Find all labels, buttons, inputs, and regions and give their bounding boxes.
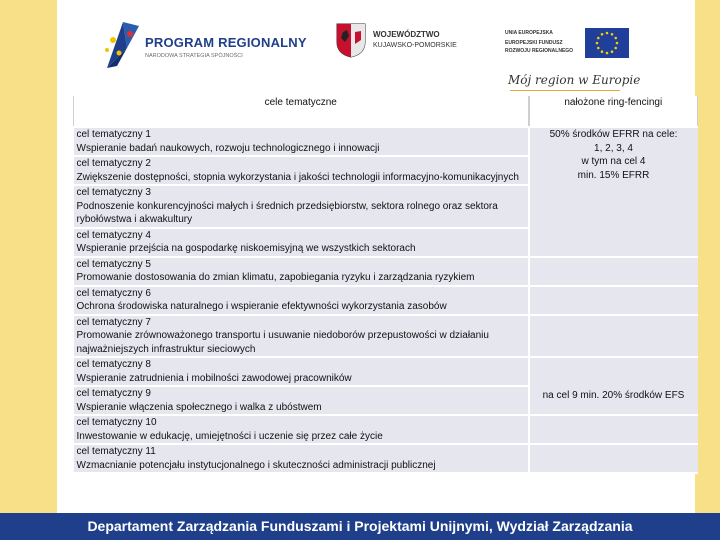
table-header-row — [74, 96, 698, 127]
goal-number: cel tematyczny 5 — [76, 258, 151, 270]
ring-fence-efrr-line1: 50% środków EFRR na cele: — [549, 129, 678, 140]
eu-flag-icon — [585, 28, 629, 58]
goal-cell — [74, 357, 529, 386]
ring-fence-empty-cell — [529, 415, 698, 444]
ring-fence-efrr-line2: 1, 2, 3, 4 — [594, 142, 633, 154]
goal-cell — [74, 415, 529, 444]
table-row — [74, 257, 698, 286]
voivodeship-line1: WOJEWÓDZTWO — [373, 30, 440, 39]
voivodeship-logo — [335, 22, 475, 62]
goal-description: Zwiększenie dostępności, stopnia wykorzystania i jakości technologii informacyjno-komunikacyjnych — [76, 171, 519, 183]
table-row — [74, 415, 698, 444]
ring-fence-efrr-cell — [529, 127, 698, 257]
goal-description: Podnoszenie konkurencyjności małych i średnich przedsiębiorstw, sektora rolnego oraz sektora rybołówstwa i akwakultury — [76, 200, 498, 225]
goal-description: Wspieranie zatrudnienia i mobilności zawodowej pracowników — [76, 372, 352, 384]
goal-number: cel tematyczny 9 — [76, 388, 151, 399]
ring-fence-empty-cell — [529, 444, 698, 473]
goal-description: Wspieranie przejścia na gospodarkę niskoemisyjną we wszystkich sektorach — [76, 243, 416, 254]
eu-logo — [505, 25, 630, 63]
goal-cell — [74, 315, 529, 358]
goal-cell — [74, 386, 529, 415]
goal-number: cel tematyczny 4 — [76, 229, 151, 241]
goal-number: cel tematyczny 1 — [76, 129, 151, 140]
goal-cell — [74, 127, 529, 156]
goal-description: Inwestowanie w edukację, umiejętności i uczenie się przez całe życie — [76, 430, 383, 442]
table-row — [74, 127, 698, 156]
goal-number: cel tematyczny 6 — [76, 287, 151, 299]
goal-cell — [74, 286, 529, 315]
thematic-goals-table — [73, 96, 698, 474]
program-subtitle: NARODOWA STRATEGIA SPÓJNOŚCI — [145, 53, 243, 59]
program-logo-icon — [103, 18, 143, 72]
goal-description: Wzmacnianie potencjału instytucjonalnego i skuteczności administracji publicznej — [76, 459, 436, 471]
footer-banner: Departament Zarządzania Funduszami i Projektami Unijnymi, Wydział Zarządzania — [0, 513, 720, 540]
motto: Mój region w Europie — [508, 73, 641, 87]
voivodeship-line2: KUJAWSKO-POMORSKIE — [373, 42, 457, 49]
goal-description: Promowanie dostosowania do zmian klimatu, zapobiegania ryzyku i zarządzania ryzykiem — [76, 272, 475, 283]
ring-fence-empty-cell — [529, 315, 698, 358]
table-row — [74, 286, 698, 315]
goal-cell — [74, 444, 529, 473]
column-header-goals: cele tematyczne — [74, 96, 529, 127]
goal-description: Promowanie zrównoważonego transportu i usuwanie niedoborów przepustowości w działaniu najważniejszych infrastruktur sieciowych — [76, 330, 489, 355]
ring-fence-efrr-line4: min. 15% EFRR — [577, 169, 650, 181]
table-row — [74, 357, 698, 386]
goal-number: cel tematyczny 11 — [76, 446, 156, 457]
goal-description: Wspieranie badań naukowych, rozwoju technologicznego i innowacji — [76, 142, 380, 154]
ring-fence-empty-cell — [529, 286, 698, 315]
goal-description: Ochrona środowiska naturalnego i wspieranie efektywności wykorzystania zasobów — [76, 301, 447, 312]
coat-of-arms-icon — [335, 22, 367, 58]
goal-cell — [74, 156, 529, 185]
table-row — [74, 315, 698, 358]
goal-number: cel tematyczny 2 — [76, 158, 151, 169]
goal-number: cel tematyczny 7 — [76, 316, 151, 328]
goal-cell — [74, 185, 529, 228]
column-header-ring-fencing: nałożone ring-fencingi — [529, 96, 698, 127]
program-title: PROGRAM REGIONALNY — [145, 35, 307, 50]
goal-cell — [74, 228, 529, 257]
left-decor-stripe — [0, 0, 57, 513]
table-row — [74, 444, 698, 473]
ring-fence-efs-text: na cel 9 min. 20% środków EFS — [542, 389, 685, 401]
ring-fence-empty-cell — [529, 257, 698, 286]
program-regionalny-logo — [103, 18, 307, 72]
right-decor-stripe — [695, 0, 720, 513]
ring-fence-efrr-line3: w tym na cel 4 — [581, 156, 646, 167]
goal-number: cel tematyczny 8 — [76, 359, 151, 370]
goal-description: Wspieranie włączenia społecznego i walka z ubóstwem — [76, 401, 322, 413]
motto-underline — [510, 90, 620, 91]
ring-fence-efs-cell — [529, 357, 698, 415]
eu-line3: ROZWOJU REGIONALNEGO — [505, 48, 574, 54]
goal-number: cel tematyczny 10 — [76, 417, 157, 428]
eu-line1: UNIA EUROPEJSKA — [505, 30, 553, 36]
eu-line2: EUROPEJSKI FUNDUSZ — [505, 40, 563, 46]
goal-number: cel tematyczny 3 — [76, 187, 151, 198]
goal-cell — [74, 257, 529, 286]
